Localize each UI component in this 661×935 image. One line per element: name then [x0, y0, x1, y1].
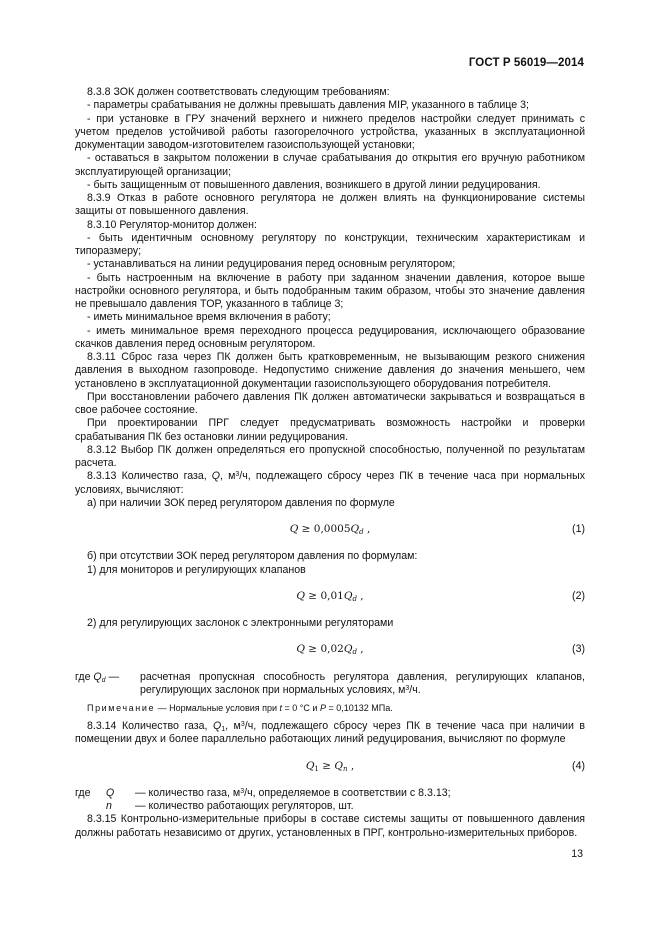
list-item: - оставаться в закрытом положении в случае срабатывания до открытия его вручную работником эксплуатирующей организации; [75, 152, 585, 178]
formula-number: (4) [572, 759, 585, 772]
list-item: - быть защищенным от повышенного давления, возникшего в другой линии редуцирования. [87, 178, 541, 191]
paragraph: При проектировании ПРГ следует предусматривать возможность настройки и проверки срабатывания ПК без остановки линии редуцирования. [75, 417, 585, 443]
paragraph: 8.3.13 Количество газа, Q, $м^3/ч$, подлежащего сбросу через ПК в течение часа при нормальных условиях, вычисляют: [75, 470, 585, 496]
list-item: - быть идентичным основному регулятору по конструкции, техническим характеристикам и типоразмеру; [75, 231, 585, 257]
definition: где $Q_d$ — расчетная пропускная способность регулятора давления, регулирующих клапанов, регулирующих заслонок при нормальных условиях, $м^3/ч$. [75, 670, 585, 696]
formula-3 [75, 643, 585, 656]
paragraph: 8.3.8 ЗОК должен соответствовать следующим требованиям: [87, 86, 390, 98]
definition: где Q — количество газа, $м^3/ч$, определяемое в соответствии с 8.3.13; [75, 786, 451, 799]
paragraph: 8.3.14 Количество газа, $Q_1$, $м^3/ч$, подлежащего сбросу через ПК в течение часа при наличии в помещении двух и более параллельно работающих линий редуцирования, вычисляют по формуле [75, 720, 585, 746]
formula-2 [75, 590, 585, 603]
paragraph: 8.3.10 Регулятор-монитор должен: [87, 218, 257, 231]
definition: n — количество работающих регуляторов, шт. [106, 800, 354, 812]
document-header: ГОСТ Р 56019—2014 [468, 57, 584, 69]
document-body [75, 86, 585, 840]
list-item: - иметь минимальное время переходного процесса редуцирования, исключающего образование скачков давления перед основным регулятором. [75, 324, 585, 350]
formula-expression: $Q_1 \ge Q_n$ , [305, 759, 355, 773]
paragraph: 8.3.9 Отказ в работе основного регулятора не должен влиять на функционирование системы защиты от повышенного давления. [75, 192, 585, 218]
paragraph: 2) для регулирующих заслонок с электронными регуляторами [87, 617, 394, 629]
list-item: - при установке в ГРУ значений верхнего и нижнего пределов настройки следует принимать с учетом пределов устойчивой работы газогорелочного устройства, указанных в эксплуатационной документации заводом-изготовителем газоиспользующей установки; [75, 112, 585, 151]
formula-number: (1) [572, 523, 585, 535]
formula-number: (2) [572, 589, 585, 602]
note: Примечание — Нормальные условия при t = 0 °С и P = 0,10132 МПа. [87, 703, 393, 713]
paragraph: а) при наличии ЗОК перед регулятором давления по формуле [87, 496, 395, 509]
formula-expression: $Q \ge 0,01Q_d$ , [296, 589, 364, 603]
formula-expression: $Q \ge 0,0005Q_d$ , [289, 523, 371, 536]
definition-label: где [75, 786, 91, 799]
paragraph: 8.3.11 Сброс газа через ПК должен быть кратковременным, не вызывающим резкого снижения давления в выходном газопроводе. Недопустимо снижение давления до значения меньшего, чем установлено в эксплуатационной документации газоиспользующего оборудования потребителя. [75, 351, 585, 390]
formula-number: (3) [572, 643, 585, 656]
list-item: - устанавливаться на линии редуцирования перед основным регулятором; [87, 258, 456, 271]
formula-expression: $Q \ge 0,02Q_d$ , [296, 643, 364, 657]
formula-4 [75, 760, 585, 773]
paragraph: При восстановлении рабочего давления ПК должен автоматически закрываться и возвращаться в свое рабочее состояние. [75, 390, 585, 416]
page-number: 13 [571, 848, 583, 860]
paragraph: 8.3.12 Выбор ПК должен определяться его пропускной способностью, полученной по результатам расчета. [75, 443, 585, 469]
paragraph: 1) для мониторов и регулирующих клапанов [87, 563, 306, 576]
paragraph: 8.3.15 Контрольно-измерительные приборы в составе системы защиты от повышенного давления должны работать независимо от других, установленных в ПРГ, контрольно-измерительных приборов. [75, 813, 585, 839]
list-item: - иметь минимальное время включения в работу; [87, 311, 331, 324]
definition-label: где $Q_d$ — [75, 670, 120, 684]
list-item: - параметры срабатывания не должны превышать давления MIP, указанного в таблице 3; [87, 99, 529, 112]
paragraph: б) при отсутствии ЗОК перед регулятором давления по формулам: [87, 550, 418, 563]
list-item: - быть настроенным на включение в работу при заданном значении давления, которое выше настройки основного регулятора, и быть подобранным таким образом, чтобы это значение давления не превышало давления TOP, указанного в таблице 3; [75, 271, 585, 310]
formula-1 [75, 523, 585, 536]
